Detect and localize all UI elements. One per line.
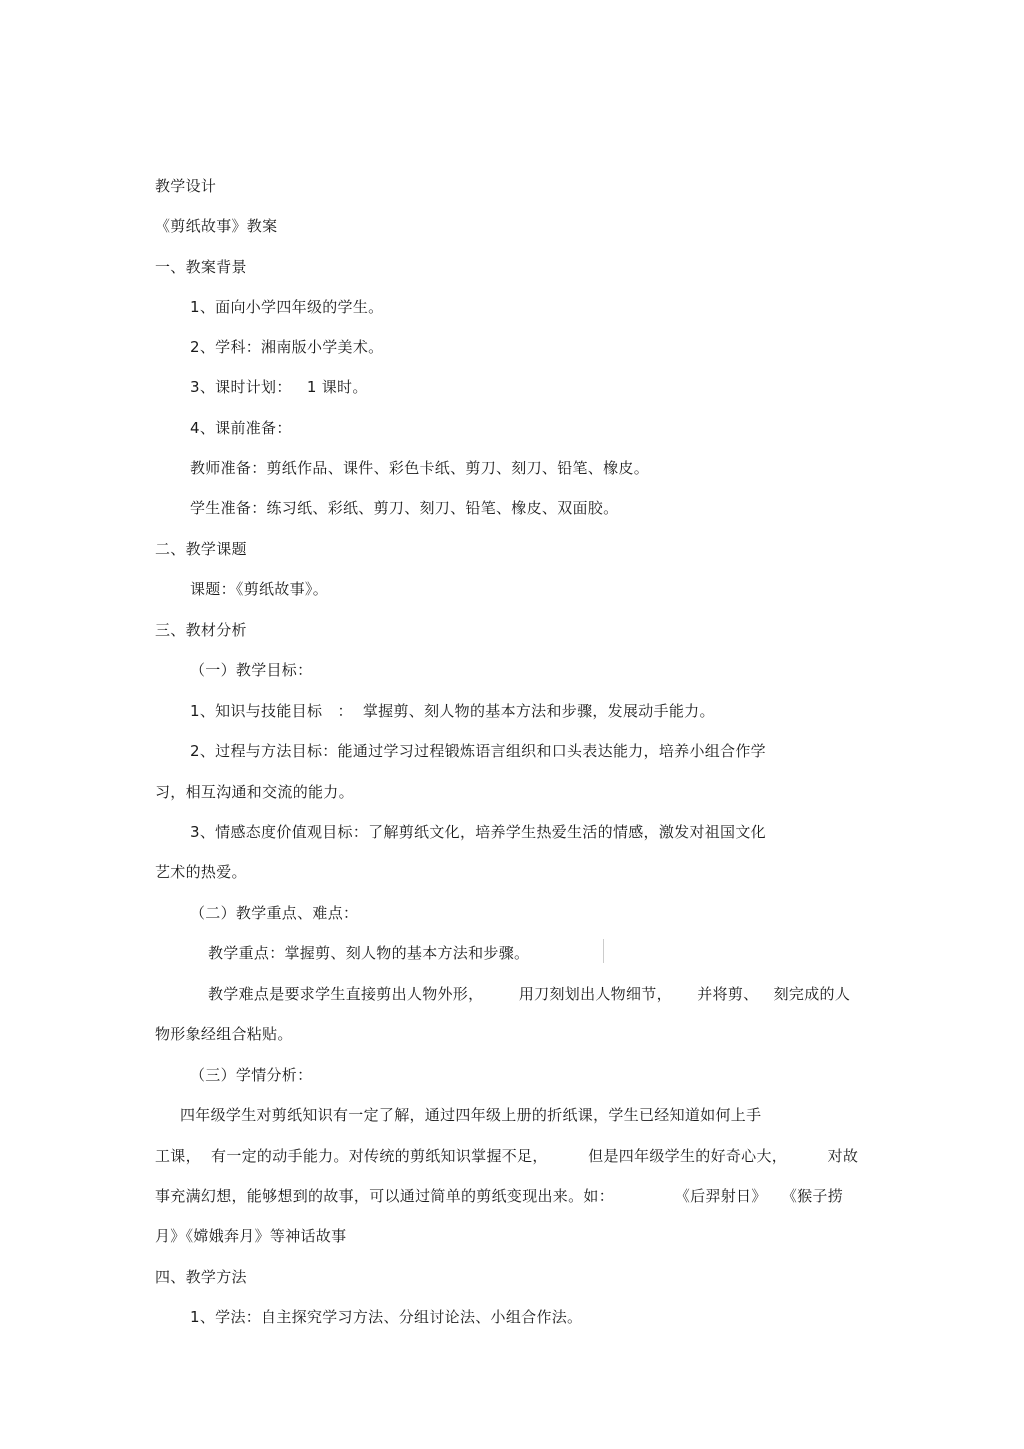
key-point: 教学重点：掌握剪、刻人物的基本方法和步骤。 [208,944,530,962]
doc-title: 《剪纸故事》教案 [155,217,278,235]
vertical-divider [603,939,604,963]
section3-heading: 三、教材分析 [155,621,247,639]
subsection-key-points: （二）教学重点、难点： [190,904,359,922]
goal-emotion-line1: 3、情感态度价值观目标：了解剪纸文化，培养学生热爱生活的情感，激发对祖国文化 [190,823,766,841]
section1-item4: 4、课前准备： [190,419,292,437]
analysis-line1: 四年级学生对剪纸知识有一定了解，通过四年级上册的折纸课，学生已经知道如何上手 [180,1106,762,1124]
goal-emotion-line2: 艺术的热爱。 [155,863,247,881]
lesson-topic: 课题：《剪纸故事》。 [190,580,329,598]
goal-process-method-line2: 习，相互沟通和交流的能力。 [155,783,354,801]
difficulty-line1: 教学难点是要求学生直接剪出人物外形， 用刀刻划出人物细节， 并将剪、 刻完成的人 [208,985,851,1003]
goal-process-method-line1: 2、过程与方法目标：能通过学习过程锻炼语言组织和口头表达能力，培养小组合作学 [190,742,766,760]
subsection-goals: （一）教学目标： [190,661,313,679]
section4-item1: 1、学法：自主探究学习方法、分组讨论法、小组合作法。 [190,1308,583,1326]
analysis-line4: 月》《嫦娥奔月》等神话故事 [155,1227,347,1245]
section2-heading: 二、教学课题 [155,540,247,558]
analysis-line3: 事充满幻想，能够想到的故事，可以通过简单的剪纸变现出来。如： 《后羿射日》 《猴子捞 [155,1187,844,1205]
section4-heading: 四、教学方法 [155,1268,247,1286]
section1-item3: 3、课时计划： 1 课时。 [190,378,368,396]
subsection-analysis: （三）学情分析： [190,1066,313,1084]
teacher-preparation: 教师准备：剪纸作品、课件、彩色卡纸、剪刀、刻刀、铅笔、橡皮。 [190,459,650,477]
analysis-line2: 工课， 有一定的动手能力。对传统的剪纸知识掌握不足， 但是四年级学生的好奇心大， 对故 [155,1147,859,1165]
doc-heading: 教学设计 [155,177,217,195]
section1-item2: 2、学科：湘南版小学美术。 [190,338,384,356]
section1-item1: 1、面向小学四年级的学生。 [190,298,384,316]
goal-knowledge-skill: 1、知识与技能目标 ： 掌握剪、刻人物的基本方法和步骤，发展动手能力。 [190,702,715,720]
difficulty-line2: 物形象经组合粘贴。 [155,1025,293,1043]
section1-heading: 一、教案背景 [155,258,247,276]
student-preparation: 学生准备：练习纸、彩纸、剪刀、刻刀、铅笔、橡皮、双面胶。 [190,499,619,517]
